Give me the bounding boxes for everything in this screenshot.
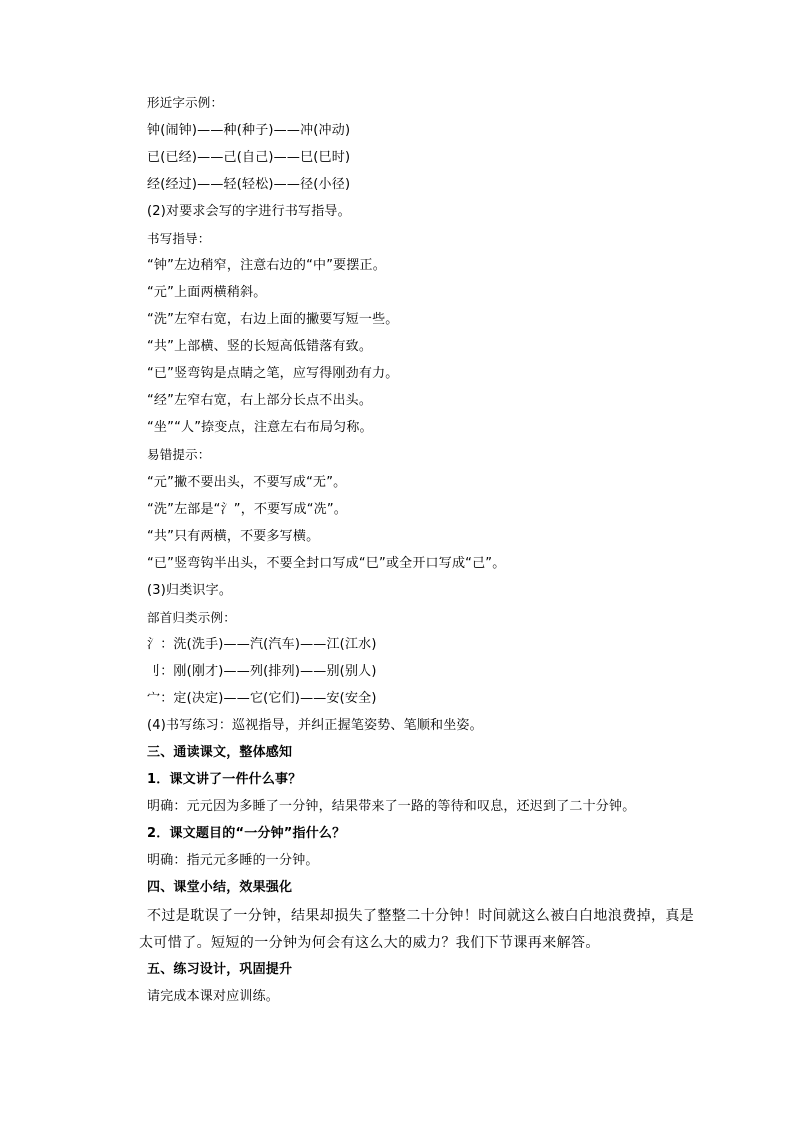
writing-guidance-line-2: “元”上面两横稍斜。 (147, 285, 267, 300)
question-one: 1．课文讲了一件什么事？ (147, 772, 302, 787)
writing-guidance-line-7: “坐”“人”捺变点，注意左右布局匀称。 (147, 420, 373, 435)
radical-example-line-3: 宀：定(决定)——它(它们)——安(安全) (147, 691, 377, 706)
radical-example-line-2: 刂：刚(刚才)——列(排列)——别(别人) (147, 664, 377, 679)
similar-example-line-2: 已(已经)——己(自己)——巳(巳时) (147, 150, 351, 165)
error-tip-line-1: “元”撇不要出头，不要写成“无”。 (147, 475, 347, 490)
writing-guidance-line-5: “已”竖弯钩是点睛之笔，应写得刚劲有力。 (147, 366, 399, 381)
writing-practice-step: (4)书写练习：巡视指导，并纠正握笔姿势、笔顺和坐姿。 (147, 718, 483, 733)
answer-two: 明确：指元元多睡的一分钟。 (147, 853, 319, 868)
summary-paragraph-line-2: 太可惜了。短短的一分钟为何会有这么大的威力？我们下节课再来解答。 (139, 935, 600, 951)
error-tip-heading: 易错提示： (147, 447, 211, 462)
radical-example-heading: 部首归类示例： (147, 610, 236, 625)
section-three-heading: 三、通读课文，整体感知 (147, 745, 293, 760)
writing-guidance-step: (2)对要求会写的字进行书写指导。 (147, 204, 351, 219)
final-instruction: 请完成本课对应训练。 (147, 989, 280, 1004)
example-heading-similar: 形近字示例： (147, 95, 224, 110)
writing-guidance-line-6: “经”左窄右宽，右上部分长点不出头。 (147, 393, 373, 408)
section-four-heading: 四、课堂小结，效果强化 (147, 880, 293, 895)
similar-example-line-1: 钟(闹钟)——种(种子)——冲(冲动) (147, 123, 351, 138)
classify-characters-step: (3)归类识字。 (147, 583, 233, 598)
writing-guidance-line-4: “共”上部横、竖的长短高低错落有致。 (147, 339, 373, 354)
question-two: 2．课文题目的“一分钟”指什么？ (147, 826, 346, 841)
writing-guidance-line-3: “洗”左窄右宽，右边上面的撇要写短一些。 (147, 312, 399, 327)
radical-example-line-1: 氵：洗(洗手)——汽(汽车)——江(江水) (147, 637, 377, 652)
similar-example-line-3: 经(经过)——轻(轻松)——径(小径) (147, 177, 351, 192)
error-tip-line-2: “洗”左部是“氵”，不要写成“冼”。 (147, 502, 348, 517)
error-tip-line-3: “共”只有两横，不要多写横。 (147, 529, 320, 544)
section-five-heading: 五、练习设计，巩固提升 (147, 962, 293, 977)
error-tip-line-4: “已”竖弯钩半出头，不要全封口写成“巳”或全开口写成“己”。 (147, 556, 506, 571)
writing-guidance-heading: 书写指导： (147, 231, 211, 246)
answer-one: 明确：元元因为多睡了一分钟，结果带来了一路的等待和叹息，还迟到了二十分钟。 (147, 799, 636, 814)
summary-paragraph-line-1: 不过是耽误了一分钟，结果却损失了整整二十分钟！时间就这么被白白地浪费掉，真是 (147, 908, 695, 924)
writing-guidance-line-1: “钟”左边稍窄，注意右边的“中”要摆正。 (147, 258, 386, 273)
